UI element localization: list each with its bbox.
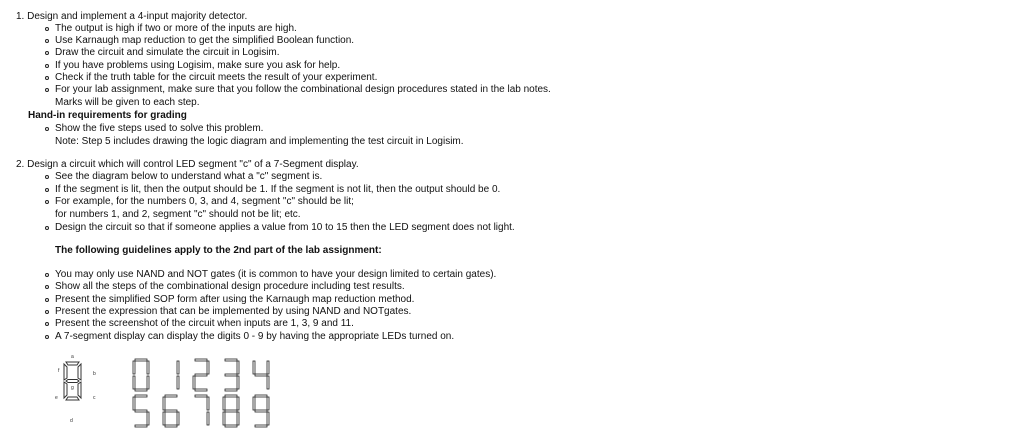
segment-label-d: d	[70, 418, 73, 424]
digit-5-segment-a	[135, 395, 147, 397]
segment-label-c: c	[93, 395, 96, 401]
segment-d	[66, 397, 79, 400]
bullet-marker	[45, 273, 49, 277]
bullet-marker	[45, 27, 49, 31]
digit-0-segment-d	[135, 389, 147, 391]
task2-bullet-3: For example, for the numbers 0, 3, and 4, segment "c" should be lit;	[55, 196, 354, 207]
digit-2-segment-e	[193, 376, 195, 389]
bullet-marker	[45, 200, 49, 204]
digit-2-segment-b	[207, 361, 209, 374]
bullet-marker	[45, 310, 49, 314]
bullet-marker	[45, 335, 49, 339]
digit-9-segment-f	[253, 397, 255, 410]
digit-0-segment-a	[135, 359, 147, 361]
segment-label-a: a	[71, 354, 74, 360]
seven-segment-diagram	[48, 350, 108, 430]
marks-note: Marks will be given to each step.	[55, 97, 200, 108]
digit-8-segment-a	[225, 395, 237, 397]
digit-8-segment-b	[237, 397, 239, 410]
digit-0-segment-b	[147, 361, 149, 374]
digit-glyph-3	[225, 359, 239, 391]
segment-label-g: g	[71, 385, 74, 391]
digit-7-segment-a	[195, 395, 207, 397]
digit-glyph-7	[195, 395, 209, 425]
task1-bullet-4: If you have problems using Logisim, make sure you ask for help.	[55, 60, 341, 71]
digit-7-segment-c	[207, 412, 209, 425]
handin-heading: Hand-in requirements for grading	[28, 110, 187, 121]
bullet-marker	[45, 88, 49, 92]
digit-glyph-1	[177, 361, 179, 389]
guideline-6: A 7-segment display can display the digits 0 - 9 by having the appropriate LEDs turned on.	[55, 331, 455, 342]
digit-8-segment-f	[223, 397, 225, 410]
digit-4-segment-g	[255, 374, 267, 376]
segment-c	[78, 382, 81, 398]
digit-9-segment-b	[267, 397, 269, 410]
digit-6-segment-f	[163, 397, 165, 410]
digit-glyph-6	[163, 395, 179, 427]
digit-3-segment-a	[225, 359, 237, 361]
bullet-marker	[45, 64, 49, 68]
digit-3-segment-d	[225, 389, 237, 391]
guideline-5: Present the screenshot of the circuit when inputs are 1, 3, 9 and 11.	[55, 318, 354, 329]
task1-bullet-2: Use Karnaugh map reduction to get the simplified Boolean function.	[55, 35, 355, 46]
digit-9-segment-a	[255, 395, 267, 397]
task2-bullet-4: Design the circuit so that if someone applies a value from 10 to 15 then the LED segment does not light.	[55, 222, 515, 233]
digit-3-segment-c	[237, 376, 239, 389]
digit-6-segment-e	[163, 412, 165, 425]
bullet-marker	[45, 175, 49, 179]
segment-f	[64, 364, 67, 380]
bullet-marker	[45, 285, 49, 289]
bullet-marker	[45, 127, 49, 131]
handin-note: Note: Step 5 includes drawing the logic diagram and implementing the test circuit in Logisim.	[55, 136, 464, 147]
digit-3-segment-g	[225, 374, 237, 376]
digit-5-segment-c	[147, 412, 149, 425]
guideline-2: Show all the steps of the combinational design procedure including test results.	[55, 281, 405, 292]
digit-2-segment-d	[195, 389, 207, 391]
digit-0-segment-e	[133, 376, 135, 389]
segment-g	[66, 380, 79, 383]
segment-label-b: b	[93, 371, 96, 377]
segment-e	[64, 382, 67, 398]
bullet-marker	[45, 39, 49, 43]
segment-b	[78, 364, 81, 380]
digit-2-segment-g	[195, 374, 207, 376]
bullet-marker	[45, 76, 49, 80]
digit-9-segment-d	[255, 425, 267, 427]
digit-5-segment-f	[133, 397, 135, 410]
digit-8-segment-e	[223, 412, 225, 425]
guideline-1: You may only use NAND and NOT gates (it is common to have your design limited to certain gates).	[55, 269, 497, 280]
digit-4-segment-b	[267, 361, 269, 374]
digit-glyph-5	[133, 395, 149, 427]
example-continuation: for numbers 1, and 2, segment "c" should not be lit; etc.	[55, 209, 301, 220]
guidelines-heading: The following guidelines apply to the 2nd part of the lab assignment:	[55, 245, 382, 256]
digit-6-segment-c	[177, 412, 179, 425]
digit-5-segment-g	[135, 410, 147, 412]
bullet-marker	[45, 298, 49, 302]
bullet-marker	[45, 188, 49, 192]
task1-heading: 1. Design and implement a 4-input majority detector.	[16, 11, 248, 22]
digit-9-segment-c	[267, 412, 269, 425]
bullet-marker	[45, 322, 49, 326]
digit-glyph-9	[253, 395, 269, 427]
task1-bullet-6: For your lab assignment, make sure that you follow the combinational design procedures stated in the lab notes.	[55, 84, 551, 95]
segment-label-e: e	[55, 395, 58, 401]
segment-label-f: f	[58, 368, 60, 374]
digit-6-segment-d	[165, 425, 177, 427]
digit-glyph-0	[133, 359, 149, 391]
guideline-3: Present the simplified SOP form after using the Karnaugh map reduction method.	[55, 294, 415, 305]
digit-8-segment-d	[225, 425, 237, 427]
digit-0-segment-f	[133, 361, 135, 374]
bullet-marker	[45, 226, 49, 230]
digit-glyph-8	[223, 395, 239, 427]
task2-bullet-2: If the segment is lit, then the output should be 1. If the segment is not lit, then the output should be 0.	[55, 184, 501, 195]
bullet-marker	[45, 51, 49, 55]
task1-bullet-5: Check if the truth table for the circuit meets the result of your experiment.	[55, 72, 378, 83]
digit-2-segment-a	[195, 359, 207, 361]
task1-bullet-1: The output is high if two or more of the inputs are high.	[55, 23, 297, 34]
digit-6-segment-g	[165, 410, 177, 412]
digit-4-segment-f	[253, 361, 255, 374]
guideline-4: Present the expression that can be implemented by using NAND and NOTgates.	[55, 306, 412, 317]
digit-glyph-4	[253, 361, 269, 389]
task1-bullet-3: Draw the circuit and simulate the circuit in Logisim.	[55, 47, 280, 58]
digit-7-segment-b	[207, 397, 209, 410]
digit-1-segment-c	[177, 376, 179, 389]
digit-0-segment-c	[147, 376, 149, 389]
digit-5-segment-d	[135, 425, 147, 427]
digit-8-segment-c	[237, 412, 239, 425]
task2-bullet-1: See the diagram below to understand what a "c" segment is.	[55, 171, 323, 182]
digit-8-segment-g	[225, 410, 237, 412]
segment-a	[66, 362, 79, 365]
handin-bullet: Show the five steps used to solve this problem.	[55, 123, 264, 134]
digit-4-segment-c	[267, 376, 269, 389]
task2-heading: 2. Design a circuit which will control LED segment "c" of a 7-Segment display.	[16, 159, 359, 170]
digit-6-segment-a	[165, 395, 177, 397]
digit-9-segment-g	[255, 410, 267, 412]
digit-3-segment-b	[237, 361, 239, 374]
seven-segment-digits	[128, 354, 298, 434]
digit-1-segment-b	[177, 361, 179, 374]
digit-glyph-2	[193, 359, 209, 391]
